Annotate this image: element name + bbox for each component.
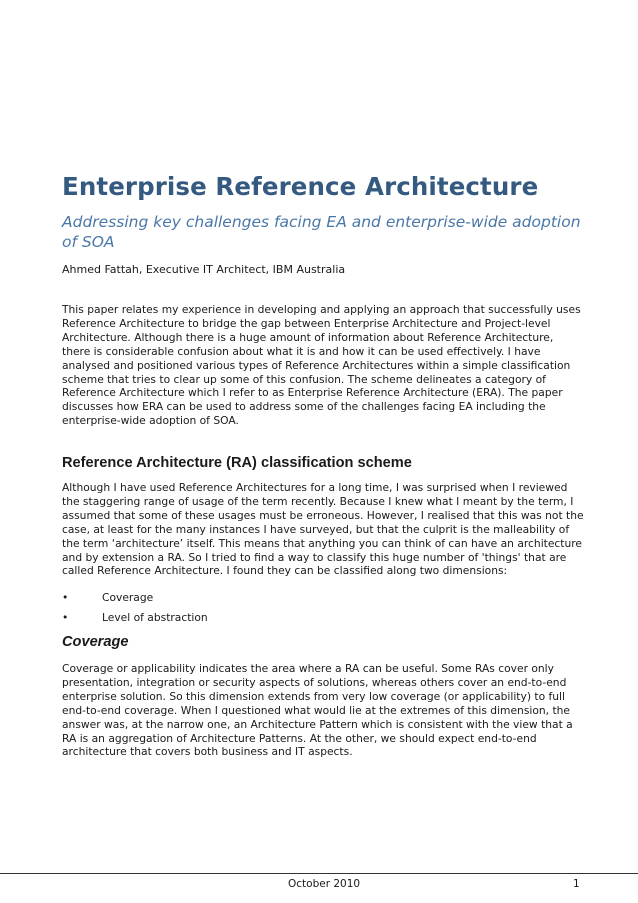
list-item bbox=[62, 611, 208, 631]
list-item-label: Coverage bbox=[102, 591, 154, 604]
bullet-icon: • bbox=[62, 611, 69, 624]
coverage-paragraph: Coverage or applicability indicates the area where a RA can be useful. Some RAs cover only presentation, integration or security aspects of solutions, whereas others cover an end-to-end enterprise solution. So this dimension extends from very low coverage (or applicability) to full end-to-end coverage. When I questioned what would lie at the extremes of this dimension, the answer was, at the narrow one, an Architecture Pattern which is consistent with the view that a RA is an aggregation of Architecture Patterns. At the other, we should expect end-to-end architecture that covers both business and IT aspects. bbox=[62, 662, 573, 759]
document-title: Enterprise Reference Architecture bbox=[62, 172, 539, 201]
section-paragraph: Although I have used Reference Architectures for a long time, I was surprised when I reviewed the staggering range of usage of the term recently. Because I knew what I meant by the term, I assumed that some of these usages must be erroneous. However, I realised that this was not the case, at least for the many instances I have surveyed, but that the culprit is the malleability of the term ‘architecture’ itself. This means that anything you can think of can have an architecture and by extension a RA. So I tried to find a way to classify this huge number of 'things' that are called Reference Architecture. I found they can be classified along two dimensions: bbox=[62, 481, 584, 578]
section-heading: Reference Architecture (RA) classification scheme bbox=[62, 455, 412, 471]
footer-divider bbox=[0, 873, 638, 874]
page-number: 1 bbox=[573, 878, 580, 890]
abstract-paragraph: This paper relates my experience in developing and applying an approach that successfully uses Reference Architecture to bridge the gap between Enterprise Architecture and Project-level Architecture. Although there is a huge amount of information about Reference Architecture, there is considerable confusion about what it is and how it can be used effectively. I have analysed and positioned various types of Reference Architectures within a simple classification scheme that tries to clear up some of this confusion. The scheme delineates a category of Reference Architecture which I refer to as Enterprise Reference Architecture (ERA). The paper discusses how ERA can be used to address some of the challenges facing EA including the enterprise-wide adoption of SOA. bbox=[62, 303, 581, 428]
bullet-icon: • bbox=[62, 591, 69, 604]
list-item bbox=[62, 591, 208, 611]
dimension-list bbox=[62, 591, 208, 631]
coverage-heading: Coverage bbox=[62, 634, 129, 650]
list-item-label: Level of abstraction bbox=[102, 611, 208, 624]
footer-date: October 2010 bbox=[288, 878, 361, 890]
document-subtitle: Addressing key challenges facing EA and enterprise-wide adoption of SOA bbox=[62, 213, 581, 251]
author-line: Ahmed Fattah, Executive IT Architect, IBM Australia bbox=[62, 263, 346, 276]
